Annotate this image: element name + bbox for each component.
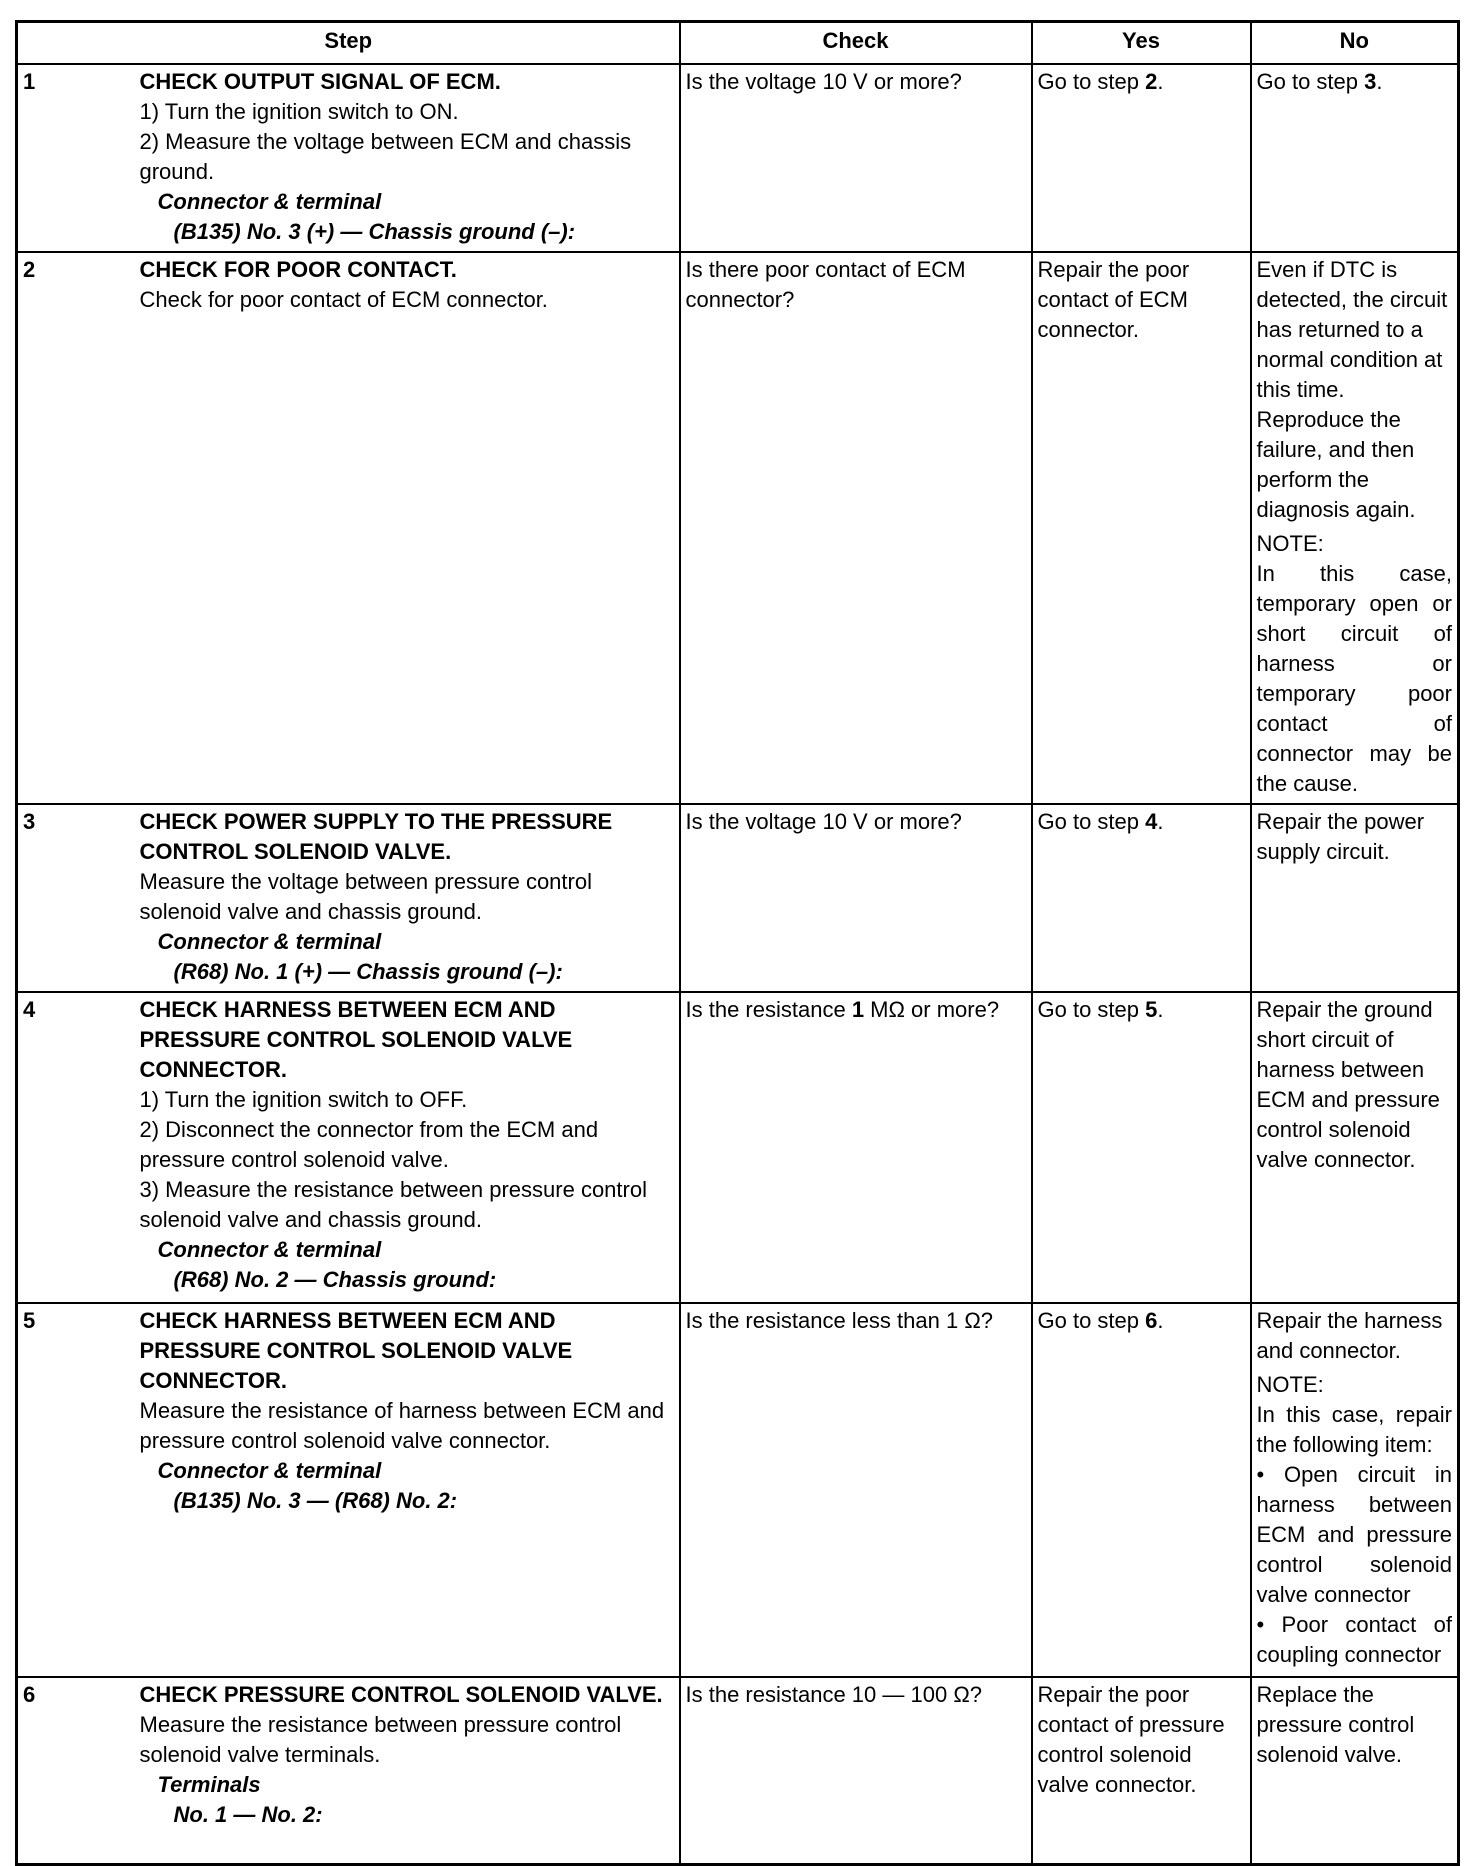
connector-value: (B135) No. 3 — (R68) No. 2: (173, 1488, 458, 1513)
step-line: 1) Turn the ignition switch to OFF. (139, 1087, 468, 1112)
yes-text: Go to step (1037, 1308, 1146, 1333)
connector-value: No. 1 — No. 2: (173, 1802, 323, 1827)
no-text-end: . (1376, 69, 1383, 94)
yes-text: Go to step (1037, 997, 1146, 1022)
table-row (17, 252, 1459, 804)
step-line: 2) Measure the voltage between ECM and chassis ground. (139, 129, 632, 184)
no-cell (1251, 1303, 1459, 1677)
check-cell: Is the resistance less than 1 Ω? (680, 1303, 1032, 1677)
yes-text-end: . (1157, 809, 1164, 834)
step-line: 2) Disconnect the connector from the ECM and pressure control solenoid valve. (139, 1117, 599, 1172)
table-row (17, 992, 1459, 1303)
check-text-end: MΩ or more? (864, 997, 1000, 1022)
check-cell (680, 992, 1032, 1303)
check-cell: Is the voltage 10 V or more? (680, 64, 1032, 252)
connector-title: Terminals (157, 1772, 261, 1797)
connector-title: Connector & terminal (157, 189, 382, 214)
connector-value: (R68) No. 1 (+) — Chassis ground (–): (173, 959, 563, 984)
step-title: CHECK PRESSURE CONTROL SOLENOID VALVE. (139, 1682, 663, 1707)
step-cell (135, 1677, 680, 1864)
step-number: 5 (17, 1303, 135, 1677)
no-cell: Repair the power supply circuit. (1251, 804, 1459, 992)
table-row (17, 64, 1459, 252)
step-line: Check for poor contact of ECM connector. (139, 287, 548, 312)
no-cell (1251, 252, 1459, 804)
yes-text: Go to step (1037, 69, 1146, 94)
table-row (17, 1303, 1459, 1677)
no-text: Repair the harness and connector. (1256, 1308, 1443, 1363)
no-cell: Repair the ground short circuit of harness between ECM and pressure control solenoid valve connector. (1251, 992, 1459, 1303)
step-line: Measure the voltage between pressure control solenoid valve and chassis ground. (139, 869, 592, 924)
table-row (17, 804, 1459, 992)
no-text: Even if DTC is detected, the circuit has returned to a normal condition at this time. Reproduce the failure, and then perform the diagnosis again. (1256, 257, 1448, 522)
connector-title: Connector & terminal (157, 929, 382, 954)
step-title: CHECK HARNESS BETWEEN ECM AND PRESSURE CONTROL SOLENOID VALVE CONNECTOR. (139, 997, 573, 1082)
diagnostic-table (15, 20, 1460, 1866)
no-cell: Replace the pressure control solenoid valve. (1251, 1677, 1459, 1864)
yes-cell (1032, 992, 1251, 1303)
step-title: CHECK OUTPUT SIGNAL OF ECM. (139, 69, 501, 94)
yes-step-ref: 4 (1145, 809, 1158, 834)
step-number: 2 (17, 252, 135, 804)
yes-cell (1032, 804, 1251, 992)
step-title: CHECK POWER SUPPLY TO THE PRESSURE CONTROL SOLENOID VALVE. (139, 809, 613, 864)
note-text: In this case, temporary open or short circuit of harness or temporary poor contact of connector may be the cause. (1256, 561, 1452, 796)
yes-step-ref: 2 (1145, 69, 1158, 94)
connector-title: Connector & terminal (157, 1237, 382, 1262)
note-label: NOTE: (1256, 531, 1324, 556)
step-number: 1 (17, 64, 135, 252)
step-number: 6 (17, 1677, 135, 1864)
note-text: In this case, repair the following item: (1256, 1402, 1452, 1457)
check-text: Is the resistance (685, 997, 852, 1022)
yes-step-ref: 6 (1145, 1308, 1158, 1333)
step-line: Measure the resistance between pressure control solenoid valve terminals. (139, 1712, 622, 1767)
check-cell: Is the resistance 10 — 100 Ω? (680, 1677, 1032, 1864)
note-label: NOTE: (1256, 1372, 1324, 1397)
step-cell (135, 1303, 680, 1677)
connector-title: Connector & terminal (157, 1458, 382, 1483)
step-title: CHECK FOR POOR CONTACT. (139, 257, 457, 282)
connector-value: (R68) No. 2 — Chassis ground: (173, 1267, 497, 1292)
step-number: 3 (17, 804, 135, 992)
step-line: 1) Turn the ignition switch to ON. (139, 99, 459, 124)
step-cell (135, 992, 680, 1303)
step-line: Measure the resistance of harness between ECM and pressure control solenoid valve connector. (139, 1398, 665, 1453)
check-cell: Is the voltage 10 V or more? (680, 804, 1032, 992)
header-check: Check (680, 22, 1032, 65)
table-row (17, 1677, 1459, 1864)
yes-text: Go to step (1037, 809, 1146, 834)
yes-cell (1032, 64, 1251, 252)
step-number: 4 (17, 992, 135, 1303)
header-no: No (1251, 22, 1459, 65)
step-cell (135, 804, 680, 992)
yes-cell: Repair the poor contact of pressure control solenoid valve connector. (1032, 1677, 1251, 1864)
check-cell: Is there poor contact of ECM connector? (680, 252, 1032, 804)
yes-text-end: . (1157, 1308, 1164, 1333)
yes-text-end: . (1157, 69, 1164, 94)
no-cell (1251, 64, 1459, 252)
no-step-ref: 3 (1364, 69, 1377, 94)
header-yes: Yes (1032, 22, 1251, 65)
yes-step-ref: 5 (1145, 997, 1158, 1022)
step-cell (135, 64, 680, 252)
step-cell (135, 252, 680, 804)
no-text: Go to step (1256, 69, 1365, 94)
header-step: Step (17, 22, 680, 65)
note-bullet: • Open circuit in harness between ECM and pressure control solenoid valve connector (1256, 1462, 1452, 1607)
yes-cell: Repair the poor contact of ECM connector. (1032, 252, 1251, 804)
yes-cell (1032, 1303, 1251, 1677)
note-bullet: • Poor contact of coupling connector (1256, 1612, 1452, 1667)
step-line: 3) Measure the resistance between pressure control solenoid valve and chassis ground. (139, 1177, 647, 1232)
step-title: CHECK HARNESS BETWEEN ECM AND PRESSURE CONTROL SOLENOID VALVE CONNECTOR. (139, 1308, 573, 1393)
yes-text-end: . (1157, 997, 1164, 1022)
check-value: 1 (851, 997, 865, 1022)
connector-value: (B135) No. 3 (+) — Chassis ground (–): (173, 219, 576, 244)
header-row (17, 22, 1459, 65)
